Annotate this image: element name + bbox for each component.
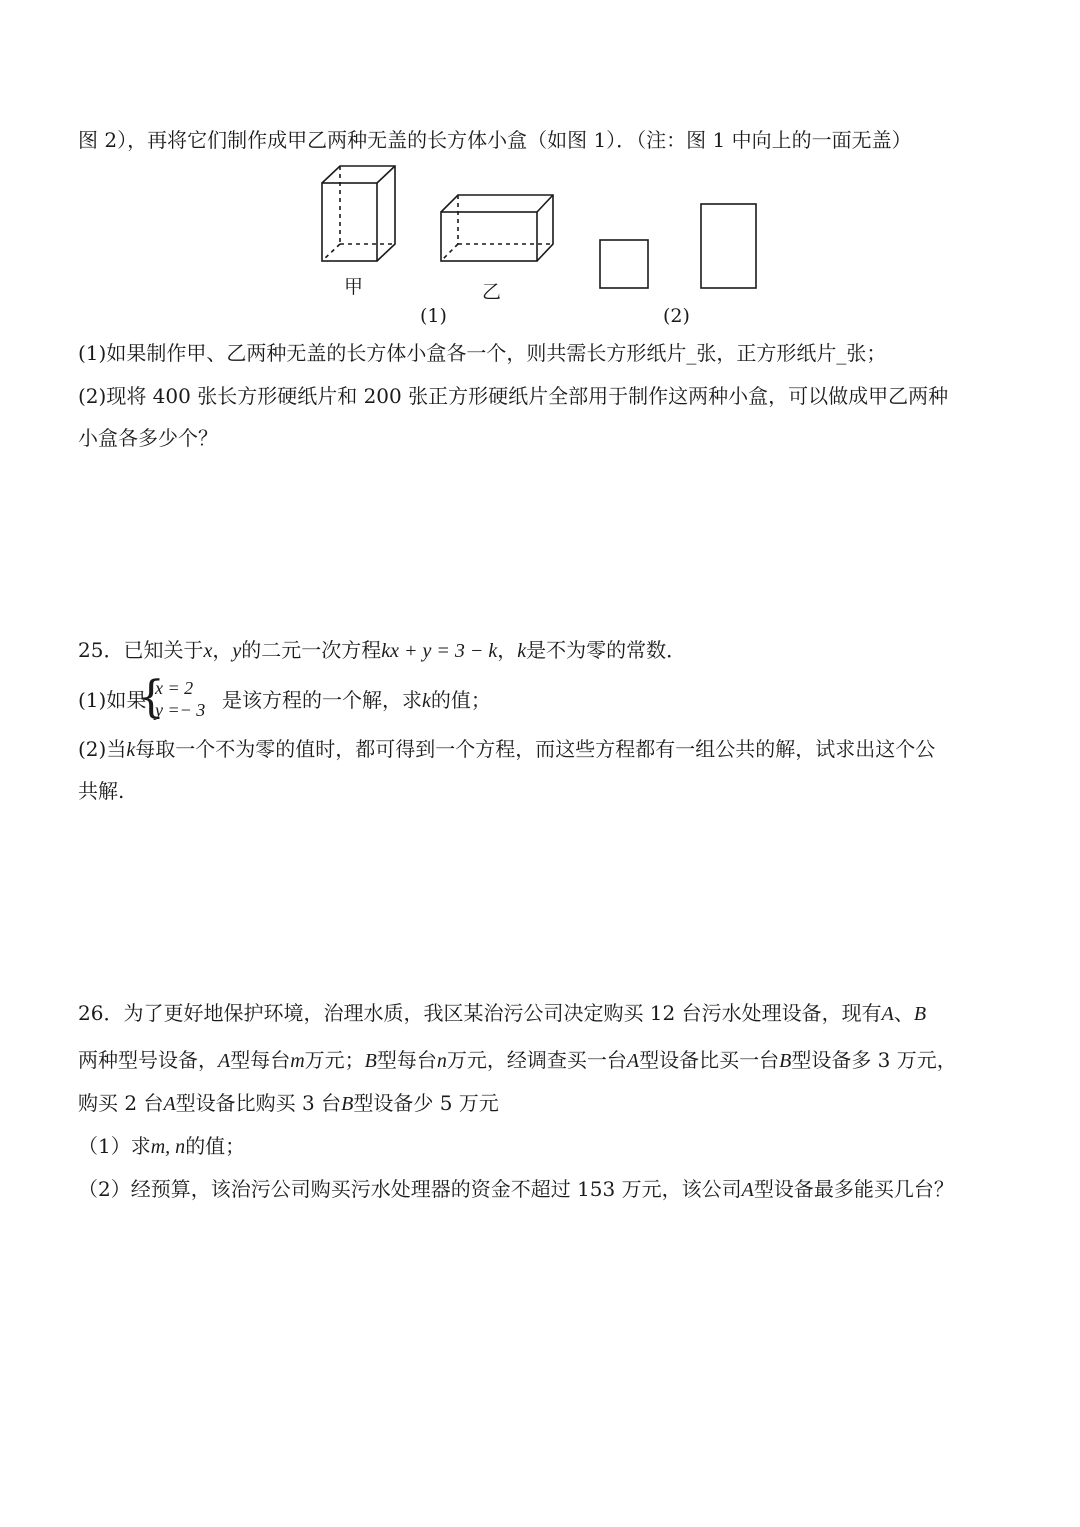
box-figure bbox=[0, 0, 1080, 340]
q25-part2-rest: 每取一个不为零的值时，都可得到一个方程，而这些方程都有一组公共的解，试求出这个公 bbox=[135, 737, 936, 761]
q26-l2-n: n bbox=[436, 1050, 447, 1072]
q26-l2-e: 万元，经调查买一台 bbox=[446, 1048, 627, 1072]
q26-l2-a: 两种型号设备， bbox=[78, 1048, 218, 1072]
q26-l2-m: m bbox=[290, 1050, 305, 1072]
q24-part1: (1)如果制作甲、乙两种无盖的长方体小盒各一个，则共需长方形纸片_张，正方形纸片_张； bbox=[78, 341, 887, 365]
q26-l1-A: A bbox=[881, 1003, 894, 1025]
intro-line: 图 2），再将它们制作成甲乙两种无盖的长方体小盒（如图 1）．（注：图 1 中向上的一面无盖） bbox=[78, 128, 912, 152]
square-card bbox=[600, 240, 648, 288]
q26-l2-A2: A bbox=[626, 1050, 640, 1072]
box-b-drawing bbox=[441, 195, 553, 261]
q26-l2-B2: B bbox=[779, 1050, 792, 1072]
q26-l2-g: 型设备多 3 万元， bbox=[791, 1048, 957, 1072]
q26-l1-a: 26．为了更好地保护环境，治理水质，我区某治污公司决定购买 12 台污水处理设备，现有 bbox=[78, 1001, 882, 1025]
q26-l3-b: 型设备比购买 3 台 bbox=[175, 1091, 342, 1115]
q26-line1 bbox=[78, 999, 926, 1028]
q25-var-y: y bbox=[232, 640, 242, 662]
q25-part1-mid: 是该方程的一个解，求 bbox=[222, 688, 422, 712]
q25-sep1: ， bbox=[212, 638, 233, 662]
q25-equation: kx + y = 3 − k bbox=[381, 640, 498, 662]
q26-l3-A: A bbox=[163, 1093, 176, 1115]
figure-caption-2: (2) bbox=[663, 305, 690, 327]
q25-part2-prefix: (2)当 bbox=[78, 737, 127, 761]
q25-var-k: k bbox=[517, 640, 527, 662]
q25-part1-prefix: (1)如果 bbox=[78, 688, 147, 712]
q26-l2-B: B bbox=[364, 1050, 377, 1072]
rectangle-card bbox=[701, 204, 756, 288]
q25-part1-rest bbox=[222, 686, 491, 715]
left-brace-icon: { bbox=[137, 672, 165, 723]
q26-l3-c: 型设备少 5 万元 bbox=[353, 1091, 499, 1115]
q24-part2-line2: 小盒各多少个？ bbox=[78, 426, 218, 450]
q25-stem-b: 的二元一次方程 bbox=[241, 638, 382, 662]
q25-stem-c: 是不为零的常数． bbox=[526, 638, 687, 662]
q26-p2-a: （2）经预算，该治污公司购买污水处理器的资金不超过 153 万元，该公司 bbox=[78, 1177, 742, 1201]
q26-l1-b: 、 bbox=[893, 1001, 914, 1025]
q26-part1 bbox=[78, 1132, 245, 1161]
q26-l2-b: 型每台 bbox=[230, 1048, 291, 1072]
box-diagram bbox=[0, 0, 1080, 340]
box-a-drawing bbox=[322, 166, 395, 261]
q25-stem bbox=[78, 636, 686, 665]
q25-sep2: ， bbox=[497, 638, 518, 662]
system-row-1: x = 2 bbox=[155, 678, 194, 698]
q26-p1-b: 的值； bbox=[185, 1134, 246, 1158]
q26-p1-mn: m, n bbox=[150, 1136, 186, 1158]
q25-part2-line2: 共解. bbox=[78, 779, 125, 803]
q26-p2-b: 型设备最多能买几台？ bbox=[753, 1177, 954, 1201]
q25-part2-var: k bbox=[126, 739, 136, 761]
equation-system bbox=[137, 672, 227, 724]
q25-part2 bbox=[78, 735, 935, 764]
q26-p2-A: A bbox=[741, 1179, 754, 1201]
q26-l1-B: B bbox=[913, 1003, 927, 1025]
box-b-label: 乙 bbox=[482, 281, 502, 303]
q26-l3-a: 购买 2 台 bbox=[78, 1091, 164, 1115]
q25-part1-var: k bbox=[422, 690, 431, 712]
q26-l2-A: A bbox=[218, 1050, 231, 1072]
q26-l2-c: 万元； bbox=[304, 1048, 365, 1072]
q26-l2-f: 型设备比买一台 bbox=[639, 1048, 780, 1072]
q26-line2 bbox=[78, 1046, 957, 1075]
q25-stem-a: 25．已知关于 bbox=[78, 638, 204, 662]
q26-p1-a: （1）求 bbox=[78, 1134, 151, 1158]
q26-l2-d: 型每台 bbox=[376, 1048, 437, 1072]
system-row-2: y =− 3 bbox=[155, 700, 206, 720]
q25-var-x: x bbox=[203, 640, 213, 662]
q25-part1-suffix: 的值； bbox=[430, 688, 491, 712]
figure-caption-1: (1) bbox=[420, 305, 447, 327]
q26-part2 bbox=[78, 1175, 954, 1204]
q24-part2-line1: (2)现将 400 张长方形硬纸片和 200 张正方形硬纸片全部用于制作这两种小盒，可以做成甲乙两种 bbox=[78, 384, 949, 408]
q26-line3 bbox=[78, 1089, 499, 1118]
box-a-label: 甲 bbox=[344, 276, 364, 298]
q26-l3-B: B bbox=[341, 1093, 354, 1115]
